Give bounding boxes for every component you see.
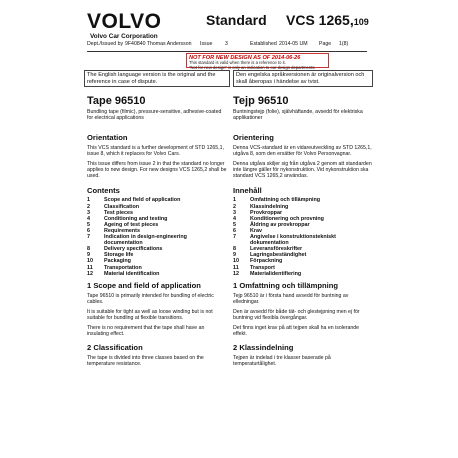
section-1-paragraph-en-1: Tape 96510 is primarily intended for bundling of electric cables. — [87, 292, 214, 305]
toc-label: Lagringsbeständighet — [250, 252, 307, 259]
toc-number: 7 — [87, 234, 90, 241]
orientation-paragraph-en-2: This issue differs from issue 2 in that the standard no longer applies to new design. For new designs VCS 1265,2 shall be used. — [87, 161, 227, 180]
toc-number: 3 — [233, 209, 236, 216]
toc-label: Material identification — [104, 270, 160, 277]
toc-number: 10 — [233, 258, 239, 265]
toc-label: Krav — [250, 227, 262, 234]
toc-number: 2 — [87, 203, 90, 210]
toc-number: 12 — [233, 270, 239, 277]
section-2-heading-en: 2 Classification — [87, 343, 143, 353]
section-2-paragraph-en-1: The tape is divided into three classes based on the temperature resistance. — [87, 355, 204, 368]
toc-item — [233, 234, 373, 246]
contents-heading-sv: Innehåll — [233, 186, 262, 196]
swedish-column — [233, 95, 373, 367]
contents-heading-en: Contents — [87, 186, 120, 196]
toc-number: 3 — [87, 209, 90, 216]
toc-item — [87, 271, 227, 277]
toc-number: 11 — [87, 264, 93, 271]
toc-label: Classification — [104, 203, 140, 210]
orientation-heading-sv: Orientering — [233, 133, 274, 142]
toc-label: Conditioning and testing — [104, 215, 168, 222]
notice-title: NOT FOR NEW DESIGN AS OF 2014-06-26 — [189, 55, 301, 61]
orientation-paragraph-en-1: This VCS standard is a further development of STD 1265,1, issue 8, which it replaces for Volvo Cars. — [87, 145, 224, 158]
toc-label: Omfattning och tillämpning — [250, 197, 321, 204]
doc-type: Standard — [206, 12, 267, 28]
toc-number: 12 — [87, 270, 93, 277]
not-for-new-design-notice — [186, 53, 329, 68]
toc-number: 9 — [233, 252, 236, 259]
table-of-contents-en — [87, 197, 227, 276]
standard-number — [286, 12, 369, 28]
orientation-paragraph-sv-1: Denna VCS-standard är en vidareutveckling av STD 1265,1, utgåva 8, som den ersätter för Volvo Personvagnar. — [233, 145, 372, 158]
doc-lead-en: Bundling tape (filmic), pressure-sensitive, adhesive-coated for electrical applications — [87, 109, 222, 121]
toc-label: Konditionering och provning — [250, 215, 324, 222]
section-1-paragraph-sv-1: Tejp 96510 är i första hand avsedd för buntning av elledningar. — [233, 292, 349, 305]
header-divider — [87, 51, 367, 52]
table-of-contents-sv — [233, 197, 373, 276]
toc-label: Åldring av provkroppar — [250, 221, 310, 228]
toc-item — [233, 271, 373, 277]
established-label: Established — [250, 41, 277, 47]
issue-value: 3 — [225, 41, 228, 47]
section-1-paragraph-sv-3: Det finns inget krav på att tejpen skall ha en isolerande effekt. — [233, 325, 360, 338]
toc-label: Delivery specifications — [104, 246, 163, 253]
toc-label: Leveransföreskrifter — [250, 246, 303, 253]
section-1-paragraph-sv-2: Den är avsedd för både tät- och glestejpning men ej för buntning vid flexibla övergångar. — [233, 308, 360, 321]
doc-lead-sv: Buntningstejp (folie), självhäftande, avsedd för elektriska applikationer — [233, 109, 363, 121]
section-1-paragraph-en-2: It is suitable for tight as well as loose winding but is not suitable for bundling at flexible transitions. — [87, 308, 213, 321]
section-1-heading-sv: 1 Omfattning och tillämpning — [233, 280, 339, 290]
toc-number: 10 — [87, 258, 93, 265]
toc-number: 8 — [87, 246, 90, 253]
toc-label: Klassindelning — [250, 203, 289, 210]
section-2-paragraph-sv-1: Tejpen är indelad i tre klasser baserade på temperaturtålighet. — [233, 355, 331, 368]
language-notice-sv: Den engelska språkversionen är originalversion och skall åberopas i händelse av tvist. — [233, 70, 373, 87]
toc-number: 6 — [233, 227, 236, 234]
orientation-heading-en: Orientation — [87, 133, 128, 142]
established-value: 2014-05 UM — [279, 41, 308, 47]
toc-number: 5 — [233, 221, 236, 228]
dept-label: Dept./Issued by — [87, 41, 124, 47]
page-value: 1(8) — [339, 41, 349, 47]
company-name: Volvo Car Corporation — [90, 33, 158, 40]
toc-label: Provkroppar — [250, 209, 283, 216]
doc-title-en: Tape 96510 — [87, 95, 146, 107]
language-notice-en: The English language version is the original and the reference in case of dispute. — [84, 70, 230, 87]
toc-label: Ageing of test pieces — [104, 221, 159, 228]
toc-label: Packaging — [104, 258, 131, 265]
toc-number: 8 — [233, 246, 236, 253]
toc-label: Materialidentifiering — [250, 270, 302, 277]
dept-value: 9F40840 Thomas Andersson — [125, 41, 192, 47]
toc-label: Transportation — [104, 264, 142, 271]
toc-number: 4 — [233, 215, 236, 222]
issue-label: Issue — [200, 41, 213, 47]
toc-label: Förpackning — [250, 258, 283, 265]
notice-line-2: "Not for new design" is only an indication to our design departments. — [189, 64, 316, 70]
toc-number: 7 — [233, 234, 236, 241]
volvo-logo: VOLVO — [87, 10, 162, 33]
toc-label: Test pieces — [104, 209, 133, 216]
toc-label: Requirements — [104, 227, 140, 234]
toc-label: Indication in design-engineering documentation — [104, 234, 187, 247]
doc-title-sv: Tejp 96510 — [233, 95, 289, 107]
toc-item — [87, 234, 227, 246]
standard-number-main: VCS 1265, — [286, 12, 354, 28]
toc-number: 5 — [87, 221, 90, 228]
toc-number: 11 — [233, 264, 239, 271]
toc-label: Scope and field of application — [104, 197, 181, 204]
toc-number: 6 — [87, 227, 90, 234]
toc-number: 2 — [233, 203, 236, 210]
toc-label: Storage life — [104, 252, 134, 259]
metadata-row — [87, 41, 367, 51]
toc-label: Angivelse i konstruktionstekniskt dokumentation — [250, 234, 336, 247]
section-1-paragraph-en-3: There is no requirement that the tape shall have an insulating effect. — [87, 325, 205, 338]
toc-number: 1 — [233, 197, 236, 204]
toc-label: Transport — [250, 264, 275, 271]
toc-number: 1 — [87, 197, 90, 204]
toc-number: 9 — [87, 252, 90, 259]
toc-number: 4 — [87, 215, 90, 222]
notice-line-1: This standard is valid when there is a reference to it. — [189, 60, 286, 65]
section-2-heading-sv: 2 Klassindelning — [233, 343, 294, 353]
section-1-heading-en: 1 Scope and field of application — [87, 280, 201, 290]
standard-version: 109 — [353, 17, 369, 27]
orientation-paragraph-sv-2: Denna utgåva skiljer sig från utgåva 2 genom att standarden inte längre gäller för nykonstruktion. Vid nykonstruktion ska standard VCS 1265,2 användas. — [233, 161, 372, 180]
page-label: Page — [319, 41, 332, 47]
english-column — [87, 95, 227, 367]
